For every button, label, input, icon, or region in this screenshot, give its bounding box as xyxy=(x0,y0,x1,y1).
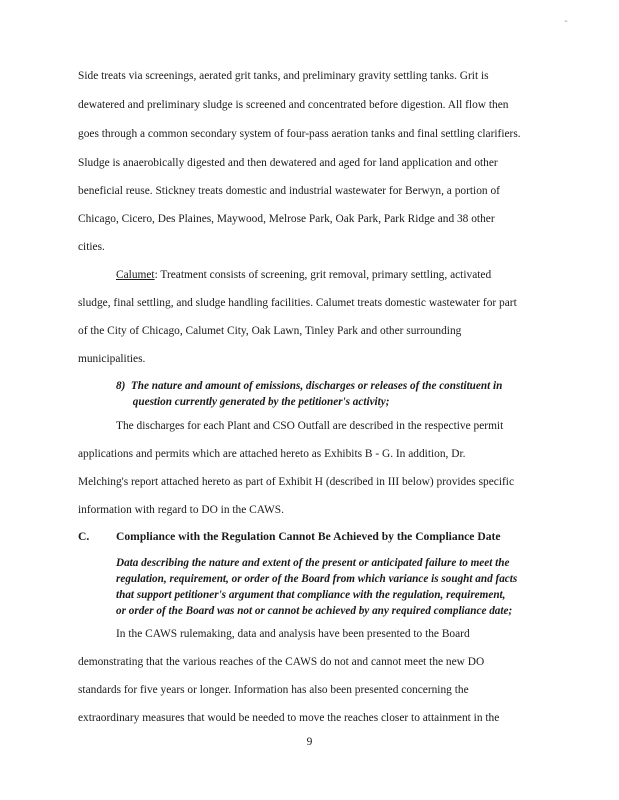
item-8-line: question currently generated by the petitioner's activity; xyxy=(116,396,390,408)
section-title: Compliance with the Regulation Cannot Be Achieved by the Compliance Date xyxy=(116,530,501,543)
text-line: extraordinary measures that would be needed to move the reaches closer to attainment in the xyxy=(78,712,500,724)
text-line: In the CAWS rulemaking, data and analysis have been presented to the Board xyxy=(116,628,470,640)
calumet-line xyxy=(116,269,491,281)
text-line: goes through a common secondary system of four-pass aeration tanks and final settling clarifiers. xyxy=(78,128,521,140)
text-line: Chicago, Cicero, Des Plaines, Maywood, Melrose Park, Oak Park, Park Ridge and 38 other xyxy=(78,213,495,225)
item-8-line: 8) The nature and amount of emissions, discharges or releases of the constituent in xyxy=(116,380,503,392)
text-line: dewatered and preliminary sludge is screened and concentrated before digestion. All flow then xyxy=(78,99,509,111)
text-line: cities. xyxy=(78,241,105,253)
calumet-label: Calumet xyxy=(116,269,155,281)
text-line: applications and permits which are attached hereto as Exhibits B - G. In addition, Dr. xyxy=(78,448,466,460)
data-desc-line: Data describing the nature and extent of the present or anticipated failure to meet the xyxy=(116,557,510,569)
data-desc-line: regulation, requirement, or order of the Board from which variance is sought and facts xyxy=(116,573,518,585)
section-letter: C. xyxy=(78,530,90,543)
text-line: standards for five years or longer. Information has also been presented concerning the xyxy=(78,684,469,696)
text-line: The discharges for each Plant and CSO Outfall are described in the respective permit xyxy=(116,420,504,432)
text-line: of the City of Chicago, Calumet City, Oak Lawn, Tinley Park and other surrounding xyxy=(78,325,462,337)
data-desc-line: or order of the Board was not or cannot be achieved by any required compliance date; xyxy=(116,605,513,617)
text-line: Sludge is anaerobically digested and then dewatered and aged for land application and other xyxy=(78,157,498,169)
text-line: information with regard to DO in the CAWS. xyxy=(78,504,284,516)
calumet-text: : Treatment consists of screening, grit removal, primary settling, activated xyxy=(154,269,492,281)
text-line: demonstrating that the various reaches of the CAWS do not and cannot meet the new DO xyxy=(78,656,485,668)
text-line: sludge, final settling, and sludge handling facilities. Calumet treats domestic wastewater for part xyxy=(78,297,517,309)
text-line: Melching's report attached hereto as part of Exhibit H (described in III below) provides specific xyxy=(78,476,515,488)
text-line: municipalities. xyxy=(78,353,146,365)
text-line: beneficial reuse. Stickney treats domestic and industrial wastewater for Berwyn, a portion of xyxy=(78,185,500,197)
data-desc-line: that support petitioner's argument that compliance with the regulation, requirement, xyxy=(116,589,506,601)
page-number: 9 xyxy=(306,736,313,748)
text-line: Side treats via screenings, aerated grit tanks, and preliminary gravity settling tanks. Grit is xyxy=(78,70,489,82)
